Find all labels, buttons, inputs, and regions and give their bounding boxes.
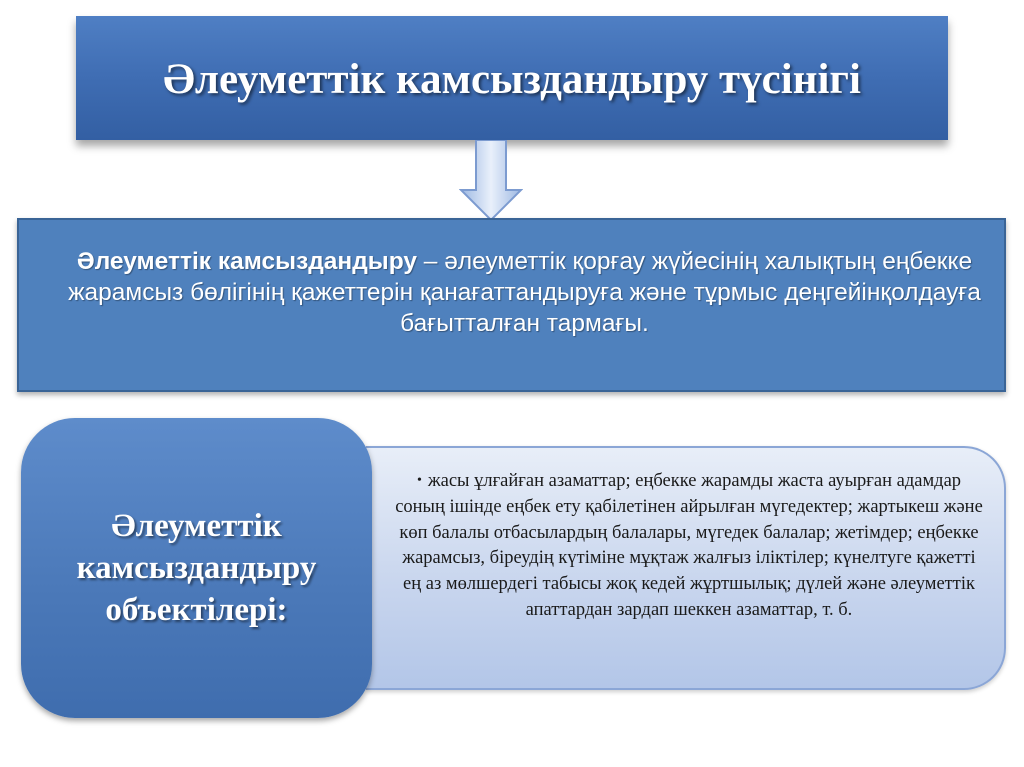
- page-title: Әлеуметтік камсыздандыру түсінігі: [163, 56, 861, 103]
- arrow-down-icon: [459, 140, 523, 222]
- objects-list-box: [366, 446, 1006, 690]
- definition-body: – әлеуметтік қорғау жүйесінің халықтың еңбекке жарамсыз бөлігінің қажеттерін қанағаттандыруға және тұрмыс деңгейінқолдауға бағытталған тармағы.: [68, 248, 981, 337]
- objects-list: [394, 468, 984, 624]
- objects-heading-box: [21, 418, 372, 718]
- definition-box: [17, 218, 1006, 392]
- bullet-dot-icon: •: [416, 473, 422, 488]
- objects-heading: Әлеуметтік камсыздандыру объектілері:: [76, 508, 317, 628]
- title-banner: [76, 16, 948, 140]
- definition-text: [57, 246, 992, 339]
- objects-list-text: жасы ұлғайған азаматтар; еңбекке жарамды жаста ауырған адамдар соның ішінде еңбек ету қабілетінен айрылған мүгедектер; жартыкеш және көп балалы отбасылардың балалары, мүгедек балалар; жетімдер; еңбекке жарамсыз, біреудің күтіміне мұқтаж жалғыз іліктілер; күнелтуге қажетті ең аз мөлшердегі табысы жоқ кедей жұртшылық; дүлей және әлеуметтік апаттардан зардап шеккен азаматтар, т. б.: [395, 471, 983, 620]
- definition-term: Әлеуметтік камсыздандыру: [76, 248, 417, 275]
